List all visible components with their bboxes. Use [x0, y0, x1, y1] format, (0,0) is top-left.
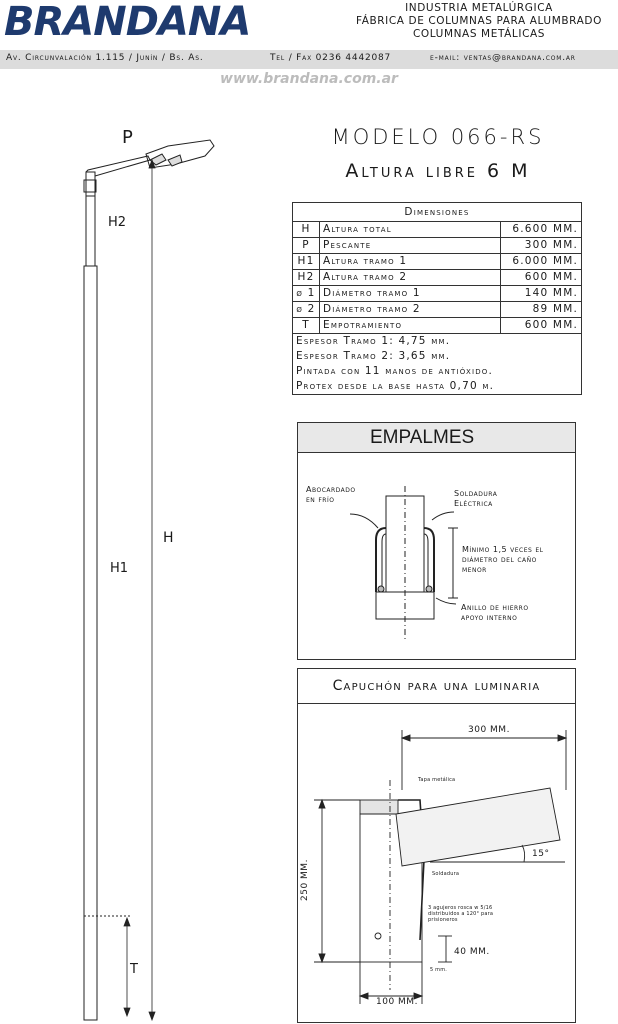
table-row	[293, 318, 582, 334]
soldadura-line-2: Eléctrica	[454, 499, 493, 508]
minimo-line-3: menor	[462, 565, 487, 574]
row-symbol: T	[293, 318, 320, 334]
row-name: Altura tramo 2	[320, 270, 501, 286]
brand-logo: BRANDANA	[4, 0, 251, 45]
agujeros-line-3: prisioneros	[428, 917, 458, 923]
note-protex: Protex desde la base hasta 0,70 m.	[293, 379, 582, 395]
company-line-2: FÁBRICA DE COLUMNAS PARA ALUMBRADO	[356, 15, 602, 27]
agujeros-label	[428, 905, 493, 923]
row-name: Empotramiento	[320, 318, 501, 334]
model-subtitle: Altura libre 6 M	[345, 160, 531, 182]
label-h1: H1	[110, 561, 129, 576]
row-symbol: H2	[293, 270, 320, 286]
label-h2: H2	[108, 215, 127, 230]
row-value: 600 MM.	[501, 318, 582, 334]
soldadura-line-1: Soldadura	[454, 489, 498, 498]
row-symbol: H	[293, 222, 320, 238]
width-label: 300 MM.	[468, 725, 510, 735]
abocardado-label	[306, 485, 356, 505]
row-value: 89 MM.	[501, 302, 582, 318]
agujeros-line-2: distribuidos a 120° para	[428, 911, 494, 917]
base-label: 100 MM.	[376, 997, 418, 1007]
row-symbol: ø 1	[293, 286, 320, 302]
anillo-label	[461, 603, 529, 623]
row-name: Pescante	[320, 238, 501, 254]
row-symbol: P	[293, 238, 320, 254]
row-name: Diámetro tramo 1	[320, 286, 501, 302]
company-line-1: INDUSTRIA METALÚRGICA	[405, 2, 553, 14]
empalmes-title: EMPALMES	[298, 423, 575, 453]
table-row	[293, 254, 582, 270]
row-value: 300 MM.	[501, 238, 582, 254]
row-symbol: ø 2	[293, 302, 320, 318]
dimensions-table	[292, 202, 582, 395]
row-symbol: H1	[293, 254, 320, 270]
minimo-line-2: diámetro del caño	[462, 555, 537, 564]
website-link[interactable]: www.brandana.com.ar	[220, 71, 398, 87]
soldadura-label	[454, 489, 497, 509]
height-label: 250 MM.	[300, 859, 310, 901]
label-p: P	[122, 127, 133, 148]
tapa-label: Tapa metálica	[418, 777, 456, 783]
label-h: H	[163, 530, 174, 546]
capuchon-panel	[297, 668, 576, 1023]
row-value: 140 MM.	[501, 286, 582, 302]
row-value: 6.000 MM.	[501, 254, 582, 270]
mm-label: 5 mm.	[430, 967, 448, 973]
row-value: 600 MM.	[501, 270, 582, 286]
table-row	[293, 270, 582, 286]
note-espesor-1: Espesor Tramo 1: 4,75 mm.	[293, 334, 582, 350]
minimo-label	[462, 545, 544, 575]
abocardado-line-2: en frío	[306, 495, 335, 504]
table-row	[293, 286, 582, 302]
label-t: T	[130, 962, 138, 977]
agujeros-line-1: 3 agujeros rosca w 5/16	[428, 905, 493, 911]
capuchon-title: Capuchón para una luminaria	[298, 669, 575, 704]
company-line-3: COLUMNAS METÁLICAS	[412, 28, 546, 40]
anillo-line-2: apoyo interno	[461, 613, 518, 622]
row-name: Altura tramo 1	[320, 254, 501, 270]
minimo-line-1: Mínimo 1,5 veces el	[462, 545, 544, 554]
pole-tramo-1	[84, 266, 97, 1020]
model-title: MODELO 066-RS	[331, 125, 545, 149]
pole-tramo-2	[86, 172, 95, 266]
dimensions-heading: Dimensiones	[293, 203, 582, 222]
empalmes-panel	[297, 422, 576, 660]
abocardado-line-1: Abocardado	[306, 485, 356, 494]
email-link[interactable]: e-mail: ventas@brandana.com.ar	[430, 53, 576, 63]
row-value: 6.600 MM.	[501, 222, 582, 238]
table-row	[293, 238, 582, 254]
angle-label: 15°	[532, 849, 550, 859]
small-dimension-label: 40 MM.	[454, 947, 490, 957]
note-pintada: Pintada con 11 manos de antióxido.	[293, 364, 582, 379]
soldadura-cap-label: Soldadura	[432, 871, 460, 877]
phone-text: Tel / Fax 0236 4442087	[270, 53, 392, 63]
note-espesor-2: Espesor Tramo 2: 3,65 mm.	[293, 349, 582, 364]
address-text: Av. Circunvalación 1.115 / Junín / Bs. As.	[6, 53, 204, 63]
table-row	[293, 302, 582, 318]
anillo-line-1: Anillo de hierro	[461, 603, 529, 612]
row-name: Altura total	[320, 222, 501, 238]
row-name: Diámetro tramo 2	[320, 302, 501, 318]
table-row	[293, 222, 582, 238]
